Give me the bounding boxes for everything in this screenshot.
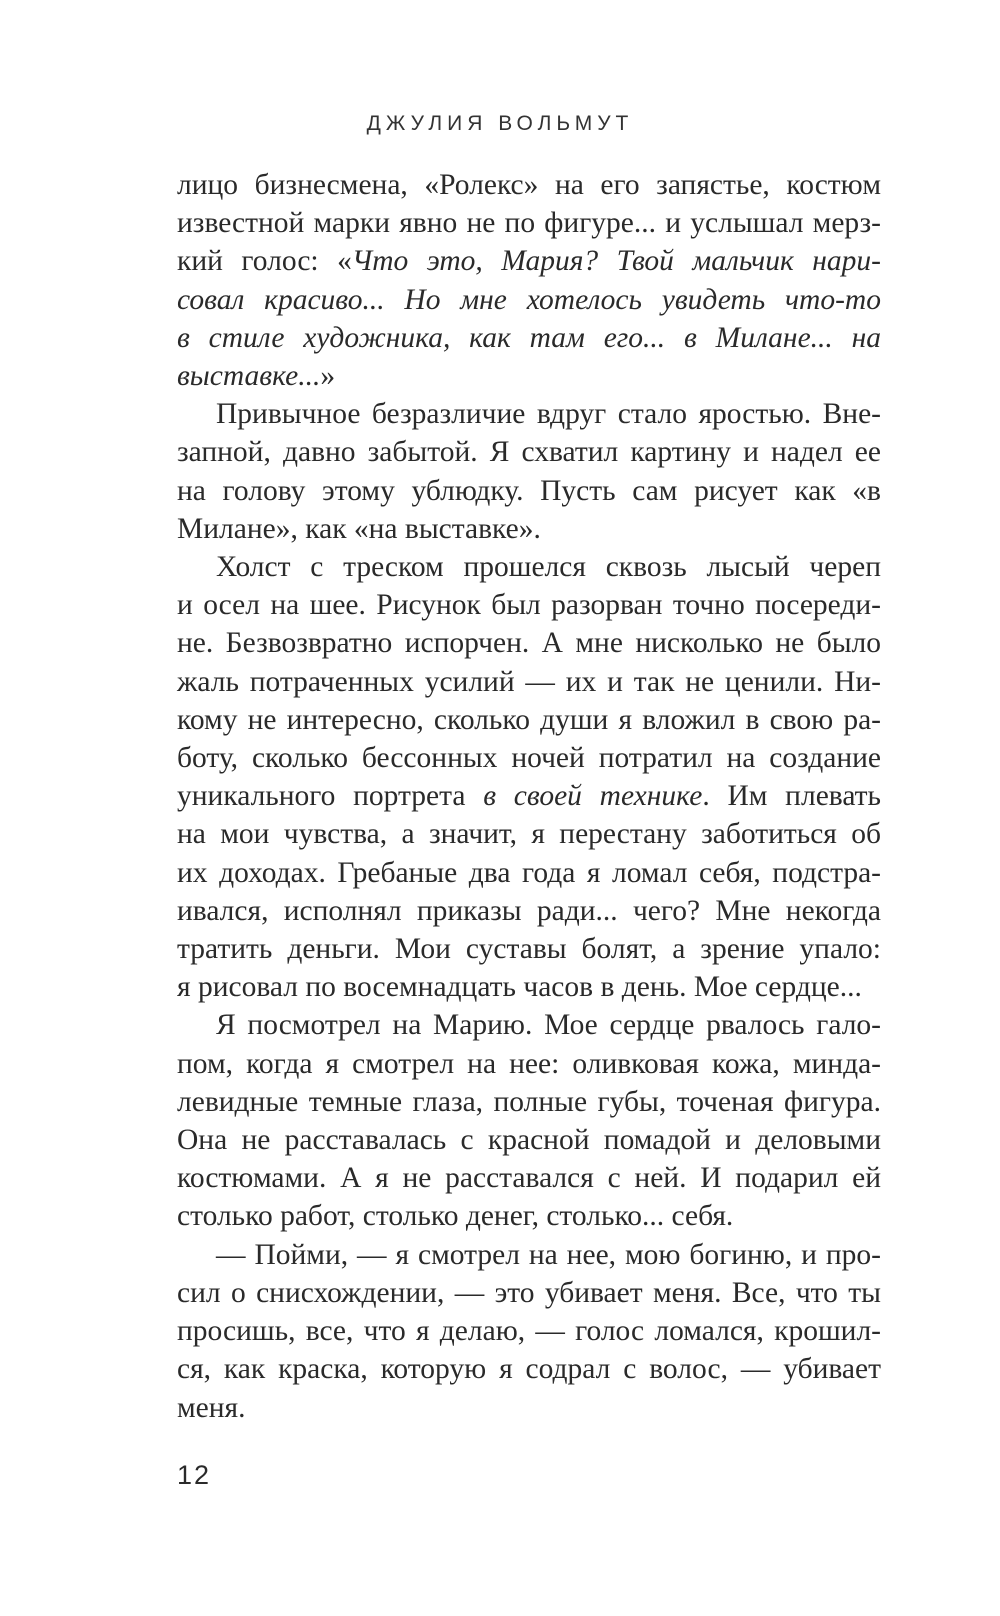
text-line xyxy=(177,1274,881,1312)
text-line xyxy=(177,968,881,1006)
text-run: Милане», как «на выставке». xyxy=(177,512,541,545)
italic-run: выставке... xyxy=(177,360,321,393)
text-line xyxy=(177,1083,881,1121)
paragraph xyxy=(177,1006,881,1235)
text-run: я рисовал по восемнадцать часов в день. Мое сердце... xyxy=(177,971,862,1004)
text-run: пом, когда я смотрел на нее: оливковая кожа, минда- xyxy=(177,1047,881,1080)
running-header: ДЖУЛИЯ ВОЛЬМУТ xyxy=(366,112,634,135)
text-line xyxy=(177,930,881,968)
paragraph xyxy=(177,548,881,1006)
text-run: на голову этому ублюдку. Пусть сам рисует как «в xyxy=(177,474,881,507)
text-line xyxy=(177,395,881,433)
text-run: кому не интересно, сколько души я вложил в свою ра- xyxy=(177,703,881,736)
text-line xyxy=(177,739,881,777)
text-line xyxy=(177,357,881,395)
text-line xyxy=(177,1350,881,1388)
text-line xyxy=(177,510,881,548)
text-line xyxy=(177,1389,881,1427)
text-run: тратить деньги. Мои суставы болят, а зрение упало: xyxy=(177,933,881,966)
text-run: » xyxy=(320,360,336,393)
italic-run: в своей технике xyxy=(483,780,703,813)
text-line xyxy=(177,1006,881,1044)
text-line xyxy=(177,1312,881,1350)
text-run: ивался, исполнял приказы ради... чего? Мне некогда xyxy=(177,894,881,927)
text-run: лицо бизнесмена, «Ролекс» на его запястье, костюм xyxy=(177,169,881,201)
page-number: 12 xyxy=(177,1460,212,1490)
text-line xyxy=(177,1045,881,1083)
text-run: меня. xyxy=(177,1391,246,1424)
text-line xyxy=(177,1159,881,1197)
text-run: столько работ, столько денег, столько... себя. xyxy=(177,1200,734,1233)
text-run: известной марки явно не по фигуре... и услышал мерз- xyxy=(177,207,881,240)
text-run: кий голос: « xyxy=(177,245,352,278)
italic-run: совал красиво... Но мне хотелось увидеть что-то xyxy=(177,283,881,316)
text-run: запной, давно забытой. Я схватил картину и надел ее xyxy=(177,436,881,469)
text-run: — Пойми, — я смотрел на нее, мою богиню, и про- xyxy=(216,1238,881,1271)
text-line xyxy=(177,433,881,471)
body-text xyxy=(177,166,881,1427)
italic-run: в стиле художника, как там его... в Милане... на xyxy=(177,321,881,354)
text-line xyxy=(177,166,881,204)
text-run: боту, сколько бессонных ночей потратил на создание xyxy=(177,742,881,775)
paragraph xyxy=(177,166,881,395)
text-line xyxy=(177,319,881,357)
text-run: и осел на шее. Рисунок был разорван точно посереди- xyxy=(177,589,881,622)
text-line xyxy=(177,1197,881,1235)
text-run: . Им плевать xyxy=(702,780,882,813)
italic-run: Что это, Мария? Твой мальчик нари- xyxy=(351,245,881,278)
text-line xyxy=(177,586,881,624)
text-run: на мои чувства, а значит, я перестану заботиться об xyxy=(177,818,881,851)
text-run: не. Безвозвратно испорчен. А мне нисколько не было xyxy=(177,627,881,660)
text-line xyxy=(177,1121,881,1159)
text-line xyxy=(177,815,881,853)
text-line xyxy=(177,777,881,815)
text-line xyxy=(177,548,881,586)
text-line xyxy=(177,854,881,892)
text-run: Она не расставалась с красной помадой и деловыми xyxy=(177,1124,881,1157)
text-line xyxy=(177,472,881,510)
text-line xyxy=(177,892,881,930)
text-line xyxy=(177,204,881,242)
text-run: просишь, все, что я делаю, — голос ломался, крошил- xyxy=(177,1315,881,1348)
paragraph xyxy=(177,1236,881,1427)
text-line xyxy=(177,281,881,319)
text-run: Привычное безразличие вдруг стало яростью. Вне- xyxy=(216,398,881,431)
text-line xyxy=(177,242,881,280)
text-line xyxy=(177,663,881,701)
text-run: жаль потраченных усилий — их и так не ценили. Ни- xyxy=(177,665,881,698)
text-line xyxy=(177,624,881,662)
text-run: Я посмотрел на Марию. Мое сердце рвалось гало- xyxy=(216,1009,881,1042)
text-line xyxy=(177,1236,881,1274)
text-run: левидные темные глаза, полные губы, точеная фигура. xyxy=(177,1085,881,1118)
text-run: сил о снисхождении, — это убивает меня. Все, что ты xyxy=(177,1276,881,1309)
text-run: их доходах. Гребаные два года я ломал себя, подстра- xyxy=(177,856,881,889)
text-run: уникального портрета xyxy=(177,780,484,813)
text-run: костюмами. А я не расставался с ней. И подарил ей xyxy=(177,1162,881,1195)
paragraph xyxy=(177,395,881,548)
text-run: Холст с треском прошелся сквозь лысый череп xyxy=(216,551,881,584)
text-run: ся, как краска, которую я содрал с волос, — убивает xyxy=(177,1353,881,1386)
text-line xyxy=(177,701,881,739)
